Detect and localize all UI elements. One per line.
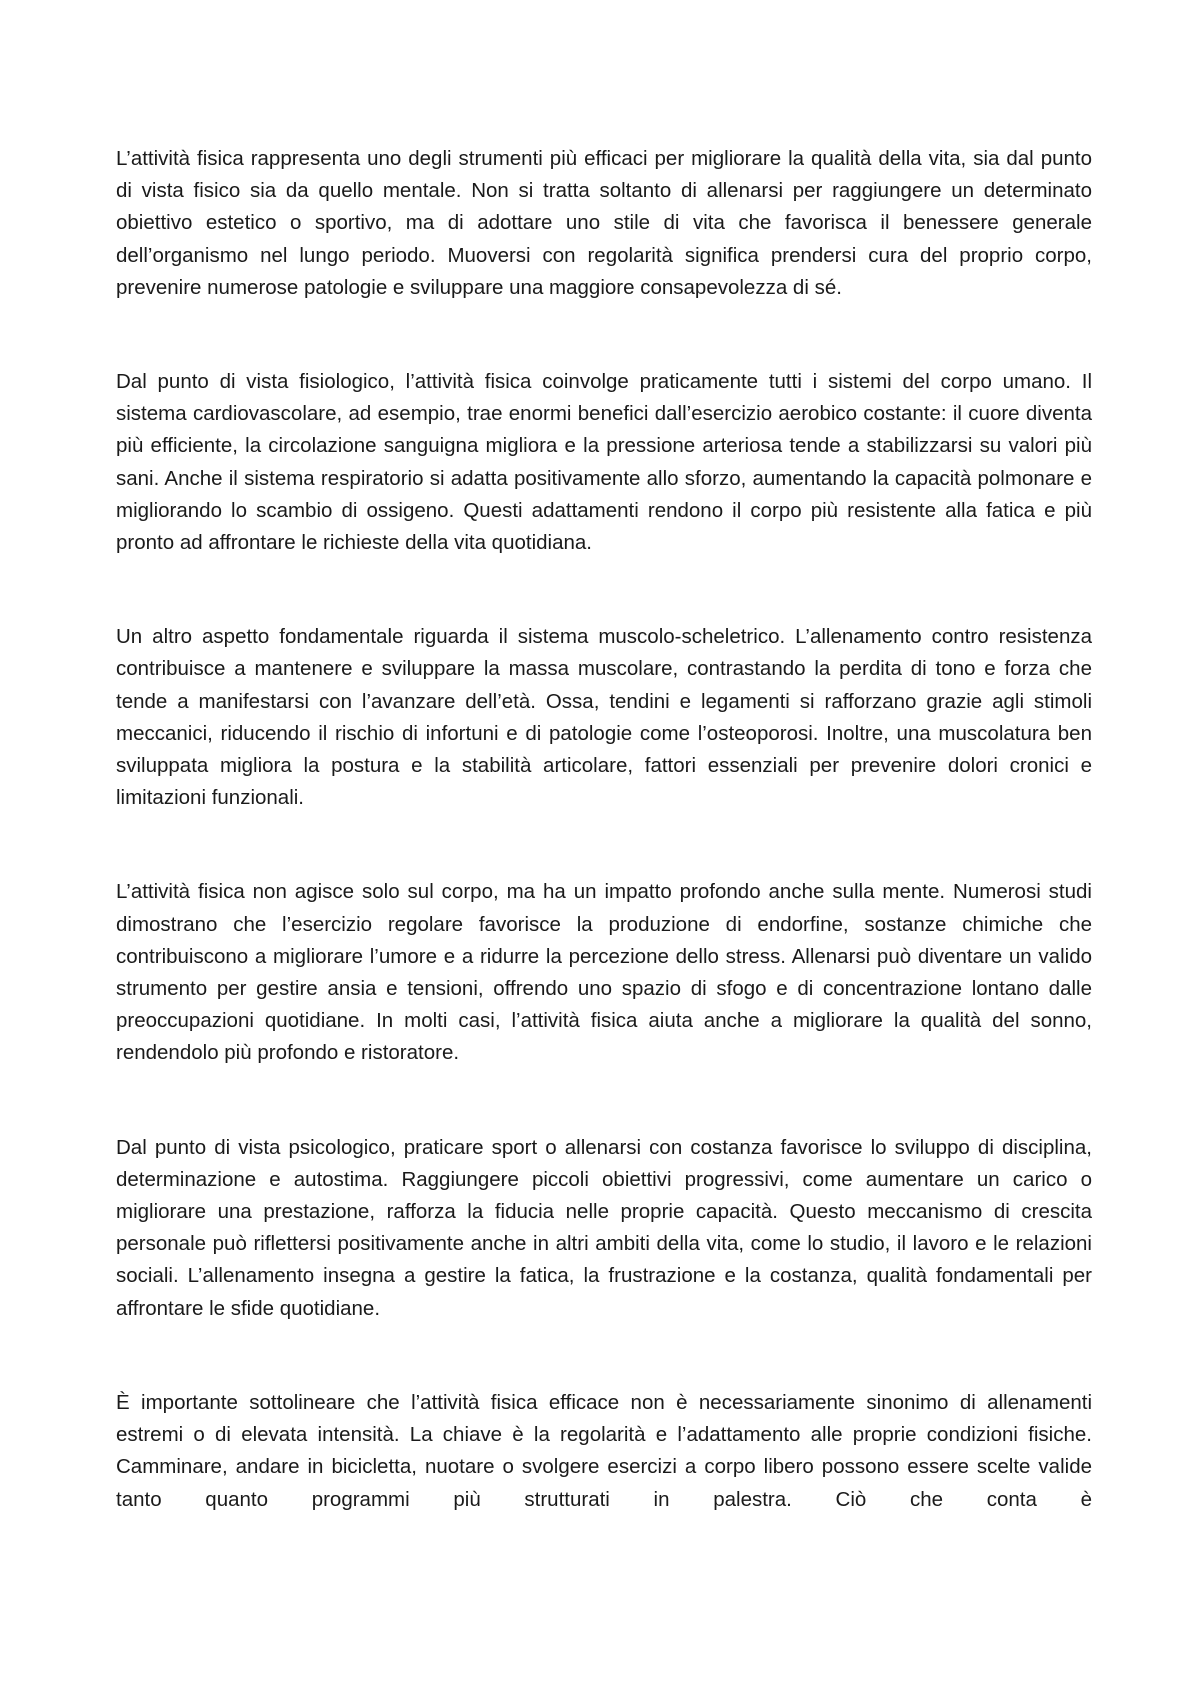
paragraph-regularity: È importante sottolineare che l’attività fisica efficace non è necessariamente sinonimo di allenamenti estremi o di elevata intensità. La chiave è la regolarità e l’adattamento alle proprie condizioni fisiche. Camminare, andare in bicicletta, nuotare o svolgere esercizi a corpo libero possono essere scelte valide tanto quanto programmi più strutturati in palestra. Ciò che conta è [116,1390,1092,1511]
paragraph-physiology: Dal punto di vista fisiologico, l’attività fisica coinvolge praticamente tutti i sistemi del corpo umano. Il sistema cardiovascolare, ad esempio, trae enormi benefici dall’esercizio aerobico costante: il cuore diventa più efficiente, la circolazione sanguigna migliora e la pressione arteriosa tende a stabilizzarsi su valori più sani. Anche il sistema respiratorio si adatta positivamente allo sforzo, aumentando la capacità polmonare e migliorando lo scambio di ossigeno. Questi adattamenti rendono il corpo più resistente alla fatica e più pronto ad affrontare le richieste della vita quotidiana. [116,370,1092,555]
paragraph-intro: L’attività fisica rappresenta uno degli strumenti più efficaci per migliorare la qualità della vita, sia dal punto di vista fisico sia da quello mentale. Non si tratta soltanto di allenarsi per raggiungere un determinato obiettivo estetico o sportivo, ma di adottare uno stile di vita che favorisca il benessere generale dell’organismo nel lungo periodo. Muoversi con regolarità significa prendersi cura del proprio corpo, prevenire numerose patologie e sviluppare una maggiore consapevolezza di sé. [116,147,1092,299]
document-body [116,143,1092,1516]
paragraph-musculoskeletal: Un altro aspetto fondamentale riguarda il sistema muscolo-scheletrico. L’allenamento contro resistenza contribuisce a mantenere e sviluppare la massa muscolare, contrastando la perdita di tono e forza che tende a manifestarsi con l’avanzare dell’età. Ossa, tendini e legamenti si rafforzano grazie agli stimoli meccanici, riducendo il rischio di infortuni e di patologie come l’osteoporosi. Inoltre, una muscolatura ben sviluppata migliora la postura e la stabilità articolare, fattori essenziali per prevenire dolori cronici e limitazioni funzionali. [116,625,1092,810]
paragraph-mind: L’attività fisica non agisce solo sul corpo, ma ha un impatto profondo anche sulla mente. Numerosi studi dimostrano che l’esercizio regolare favorisce la produzione di endorfine, sostanze chimiche che contribuiscono a migliorare l’umore e a ridurre la percezione dello stress. Allenarsi può diventare un valido strumento per gestire ansia e tensioni, offrendo uno spazio di sfogo e di concentrazione lontano dalle preoccupazioni quotidiane. In molti casi, l’attività fisica aiuta anche a migliorare la qualità del sonno, rendendolo più profondo e ristoratore. [116,880,1092,1065]
paragraph-psychology: Dal punto di vista psicologico, praticare sport o allenarsi con costanza favorisce lo sviluppo di disciplina, determinazione e autostima. Raggiungere piccoli obiettivi progressivi, come aumentare un carico o migliorare una prestazione, rafforza la fiducia nelle proprie capacità. Questo meccanismo di crescita personale può riflettersi positivamente anche in altri ambiti della vita, come lo studio, il lavoro e le relazioni sociali. L’allenamento insegna a gestire la fatica, la frustrazione e la costanza, qualità fondamentali per affrontare le sfide quotidiane. [116,1135,1092,1320]
